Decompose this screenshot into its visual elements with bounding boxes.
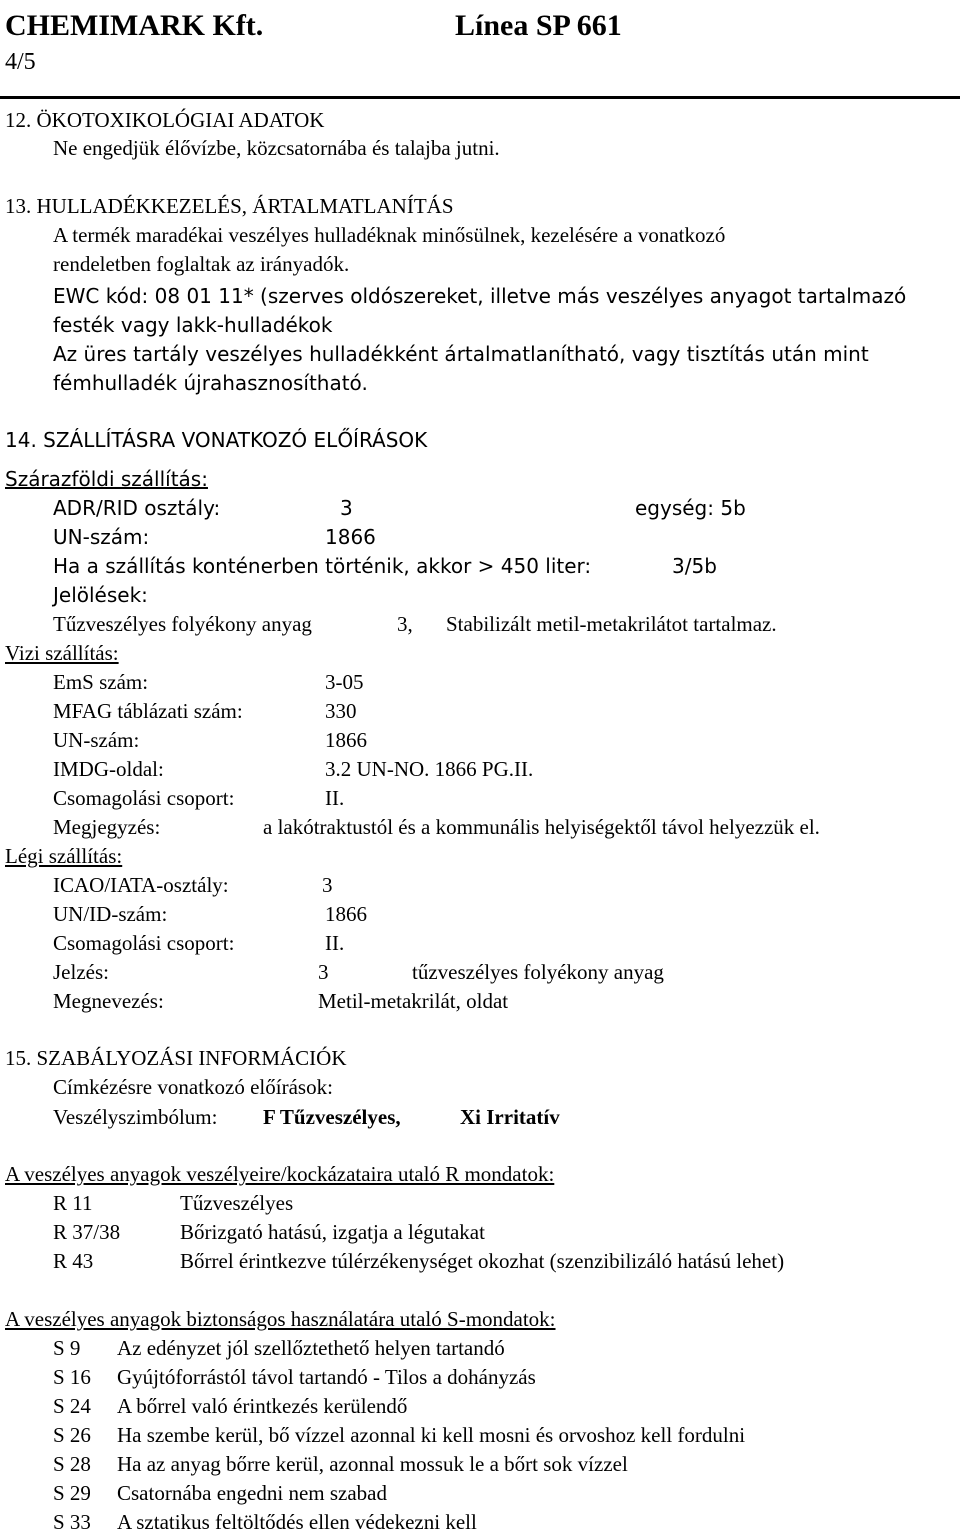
r-text: Tűzveszélyes	[180, 1191, 294, 1215]
marks-a: Tűzveszélyes folyékony anyag	[53, 612, 312, 636]
section-13-line: rendeletben foglaltak az irányadók.	[53, 252, 350, 276]
water-note-value: a lakótraktustól és a kommunális helyiségektől távol helyezzük el.	[263, 815, 820, 839]
sign-value: 3	[318, 960, 329, 984]
r-code: R 43	[53, 1249, 94, 1273]
section-13-line: fémhulladék újrahasznosítható.	[53, 371, 368, 395]
container-value: 3/5b	[672, 554, 717, 578]
container-label: Ha a szállítás konténerben történik, akkor > 450 liter:	[53, 554, 592, 578]
adr-value: 3	[340, 496, 353, 520]
r-code: R 11	[53, 1191, 93, 1215]
water-note-label: Megjegyzés:	[53, 815, 161, 839]
name-value: Metil-metakrilát, oldat	[318, 989, 509, 1013]
s-code: S 26	[53, 1423, 91, 1447]
symbol-irritant: Xi Irritatív	[460, 1105, 560, 1129]
name-label: Megnevezés:	[53, 989, 164, 1013]
symbol-flammable: F Tűzveszélyes,	[263, 1105, 401, 1129]
section-12-title: 12. ÖKOTOXIKOLÓGIAI ADATOK	[5, 108, 325, 132]
s-text: Ha az anyag bőrre kerül, azonnal mossuk le a bőrt sok vízzel	[117, 1452, 628, 1476]
section-14-title: 14. SZÁLLÍTÁSRA VONATKOZÓ ELŐÍRÁSOK	[5, 428, 428, 452]
product-name: Línea SP 661	[455, 9, 622, 42]
page-number: 4/5	[5, 49, 36, 75]
s-text: Gyújtóforrástól távol tartandó - Tilos a dohányzás	[117, 1365, 536, 1389]
s-code: S 29	[53, 1481, 91, 1505]
s-text: A sztatikus feltöltődés ellen védekezni kell	[117, 1510, 477, 1534]
air-pack-label: Csomagolási csoport:	[53, 931, 235, 955]
r-phrases-heading: A veszélyes anyagok veszélyeire/kockázataira utaló R mondatok:	[5, 1162, 555, 1186]
water-transport-heading: Vizi szállítás:	[5, 641, 119, 665]
water-row-value: 3-05	[325, 670, 364, 694]
section-13-title: 13. HULLADÉKKEZELÉS, ÁRTALMATLANÍTÁS	[5, 194, 454, 218]
water-row-label: UN-szám:	[53, 728, 140, 752]
label-rules: Címkézésre vonatkozó előírások:	[53, 1075, 333, 1099]
s-code: S 33	[53, 1510, 91, 1534]
s-text: Csatornába engedni nem szabad	[117, 1481, 387, 1505]
section-15-title: 15. SZABÁLYOZÁSI INFORMÁCIÓK	[5, 1046, 347, 1070]
section-13-line: festék vagy lakk-hulladékok	[53, 313, 333, 337]
r-code: R 37/38	[53, 1220, 121, 1244]
r-text: Bőrrel érintkezve túlérzékenységet okozhat (szenzibilizáló hatású lehet)	[180, 1249, 785, 1273]
adr-label: ADR/RID osztály:	[53, 496, 221, 520]
symbol-label: Veszélyszimbólum:	[53, 1105, 218, 1129]
water-row-label: EmS szám:	[53, 670, 149, 694]
water-row-label: Csomagolási csoport:	[53, 786, 235, 810]
header-rule	[0, 96, 960, 99]
icao-value: 3	[322, 873, 333, 897]
un-value: 1866	[325, 525, 376, 549]
s-code: S 28	[53, 1452, 91, 1476]
s-code: S 9	[53, 1336, 81, 1360]
water-row-label: MFAG táblázati szám:	[53, 699, 243, 723]
unid-value: 1866	[325, 902, 367, 926]
air-pack-value: II.	[325, 931, 345, 955]
water-row-value: II.	[325, 786, 345, 810]
water-row-value: 3.2 UN-NO. 1866 PG.II.	[325, 757, 534, 781]
water-row-value: 1866	[325, 728, 367, 752]
marks-b: 3,	[397, 612, 413, 636]
land-transport-heading: Szárazföldi szállítás:	[5, 467, 208, 491]
unid-label: UN/ID-szám:	[53, 902, 168, 926]
s-phrases-heading: A veszélyes anyagok biztonságos használatára utaló S-mondatok:	[5, 1307, 556, 1331]
water-row-value: 330	[325, 699, 357, 723]
marks-label: Jelölések:	[53, 583, 148, 607]
water-row-label: IMDG-oldal:	[53, 757, 164, 781]
r-text: Bőrizgató hatású, izgatja a légutakat	[180, 1220, 485, 1244]
section-13-line: A termék maradékai veszélyes hulladéknak minősülnek, kezelésére a vonatkozó	[53, 223, 726, 247]
s-text: Ha szembe kerül, bő vízzel azonnal ki kell mosni és orvoshoz kell fordulni	[117, 1423, 746, 1447]
s-code: S 24	[53, 1394, 91, 1418]
sign-label: Jelzés:	[53, 960, 109, 984]
air-transport-heading: Légi szállítás:	[5, 844, 123, 868]
s-text: A bőrrel való érintkezés kerülendő	[117, 1394, 408, 1418]
ewc-code-line: EWC kód: 08 01 11* (szerves oldószereket, illetve más veszélyes anyagot tartalmazó	[53, 284, 907, 308]
s-code: S 16	[53, 1365, 91, 1389]
section-13-line: Az üres tartály veszélyes hulladékként ártalmatlanítható, vagy tisztítás után mint	[53, 342, 869, 366]
section-12-text: Ne engedjük élővízbe, közcsatornába és talajba jutni.	[53, 136, 500, 160]
marks-c: Stabilizált metil-metakrilátot tartalmaz.	[446, 612, 777, 636]
sign-text: tűzveszélyes folyékony anyag	[412, 960, 664, 984]
un-label: UN-szám:	[53, 525, 150, 549]
unit-label: egység: 5b	[635, 496, 746, 520]
s-text: Az edényzet jól szellőztethető helyen tartandó	[117, 1336, 505, 1360]
icao-label: ICAO/IATA-osztály:	[53, 873, 229, 897]
company-name: CHEMIMARK Kft.	[5, 9, 264, 42]
